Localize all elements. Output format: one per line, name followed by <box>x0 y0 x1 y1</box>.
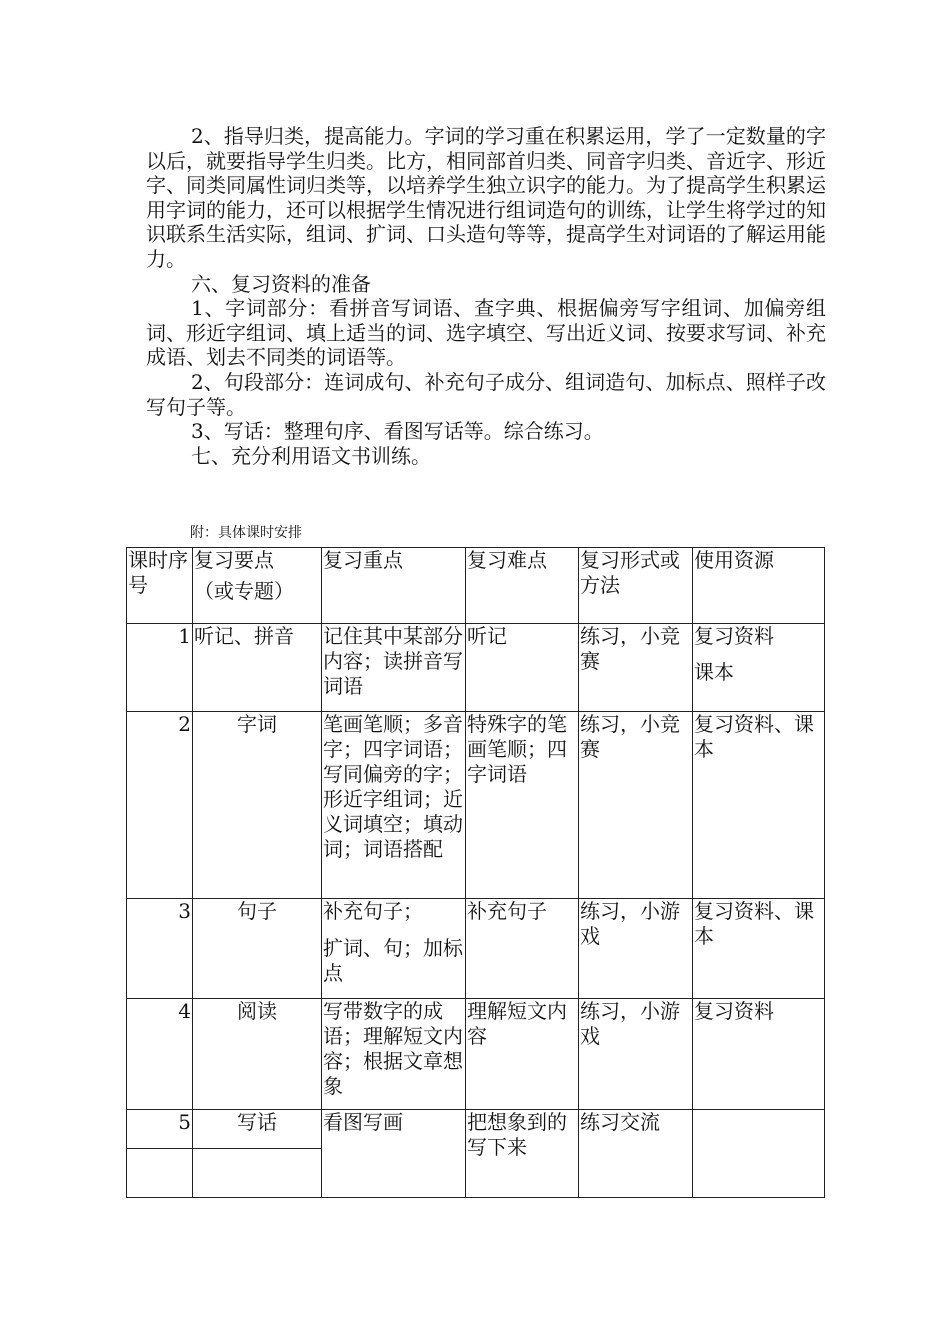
header-difficulty: 复习难点 <box>466 548 579 624</box>
lesson-schedule-table <box>126 547 825 1198</box>
cell-seq: 3 <box>127 899 193 999</box>
cell-resource: 复习资料、课本 <box>693 712 825 899</box>
cell-method: 练习，小竞赛 <box>579 712 693 899</box>
cell-difficulty: 听记 <box>466 624 579 712</box>
cell-focus: 笔画笔顺；多音字；四字词语；写同偏旁的字；形近字组词；近义词填空；填动词；词语搭配 <box>322 712 466 899</box>
cell-resource <box>693 1110 825 1198</box>
cell-seq: 1 <box>127 624 193 712</box>
focus-line2: 扩词、句；加标点 <box>323 936 463 985</box>
paragraph-guide-classify: 2、指导归类，提高能力。字词的学习重在积累运用，学了一定数量的字以后，就要指导学生归类。比方，相同部首归类、同音字归类、音近字、形近字、同类同属性词归类等，以培养学生独立识字的能力。为了提高学生积累运用字词的能力，还可以根据学生情况进行组词造句的训练，让学生将学过的知识联系生活实际，组词、扩词、口头造句等等，提高学生对词语的了解运用能力。 <box>146 124 826 271</box>
cell-topic: 字词 <box>193 712 322 899</box>
cell-seq: 4 <box>127 999 193 1110</box>
body-text <box>146 124 826 468</box>
header-method: 复习形式或方法 <box>579 548 693 624</box>
cell-seq: 2 <box>127 712 193 899</box>
header-resource: 使用资源 <box>693 548 825 624</box>
cell-resource: 复习资料 <box>693 999 825 1110</box>
cell-resource <box>693 624 825 712</box>
heading-textbook-training: 七、充分利用语文书训练。 <box>191 443 431 468</box>
cell-difficulty: 特殊字的笔画笔顺；四字词语 <box>466 712 579 899</box>
cell-topic: 阅读 <box>193 999 322 1110</box>
cell-difficulty: 补充句子 <box>466 899 579 999</box>
cell-difficulty: 理解短文内容 <box>466 999 579 1110</box>
cell-resource: 复习资料、课本 <box>693 899 825 999</box>
cell-empty <box>127 1149 193 1198</box>
table-row <box>127 624 825 712</box>
cell-focus: 看图写画 <box>322 1110 466 1198</box>
cell-difficulty: 把想象到的写下来 <box>466 1110 579 1198</box>
header-topic-line1: 复习要点 <box>194 548 274 572</box>
cell-method: 练习，小竞赛 <box>579 624 693 712</box>
table-row <box>127 712 825 899</box>
cell-topic: 听记、拼音 <box>193 624 322 712</box>
cell-topic: 写话 <box>193 1110 322 1149</box>
table-row <box>127 899 825 999</box>
header-focus: 复习重点 <box>322 548 466 624</box>
header-topic-line2: （或专题） <box>194 579 294 603</box>
schedule-note: 附：具体课时安排 <box>190 525 302 541</box>
resource-line1: 复习资料 <box>694 624 774 648</box>
paragraph-sentence-part: 2、句段部分：连词成句、补充句子成分、组词造句、加标点、照样子改写句子等。 <box>146 369 826 419</box>
cell-method: 练习，小游戏 <box>579 899 693 999</box>
table-row <box>127 999 825 1110</box>
paragraph-writing-part: 3、写话：整理句序、看图写话等。综合练习。 <box>191 419 604 444</box>
cell-focus: 记住其中某部分内容；读拼音写词语 <box>322 624 466 712</box>
cell-seq: 5 <box>127 1110 193 1149</box>
cell-focus: 写带数字的成语；理解短文内容；根据文章想象 <box>322 999 466 1110</box>
focus-line1: 补充句子； <box>323 899 423 923</box>
cell-method: 练习交流 <box>579 1110 693 1198</box>
cell-topic: 句子 <box>193 899 322 999</box>
cell-empty <box>193 1149 322 1198</box>
resource-line2: 课本 <box>694 660 734 684</box>
cell-method: 练习，小游戏 <box>579 999 693 1110</box>
paragraph-words-part: 1、字词部分：看拼音写词语、查字典、根据偏旁写字组词、加偏旁组词、形近字组词、填上适当的词、选字填空、写出近义词、按要求写词、补充成语、划去不同类的词语等。 <box>146 296 826 370</box>
table-row <box>127 1110 825 1149</box>
heading-review-materials: 六、复习资料的准备 <box>191 271 371 296</box>
header-seq: 课时序号 <box>127 548 193 624</box>
cell-focus <box>322 899 466 999</box>
header-topic <box>193 548 322 624</box>
table-header-row <box>127 548 825 624</box>
